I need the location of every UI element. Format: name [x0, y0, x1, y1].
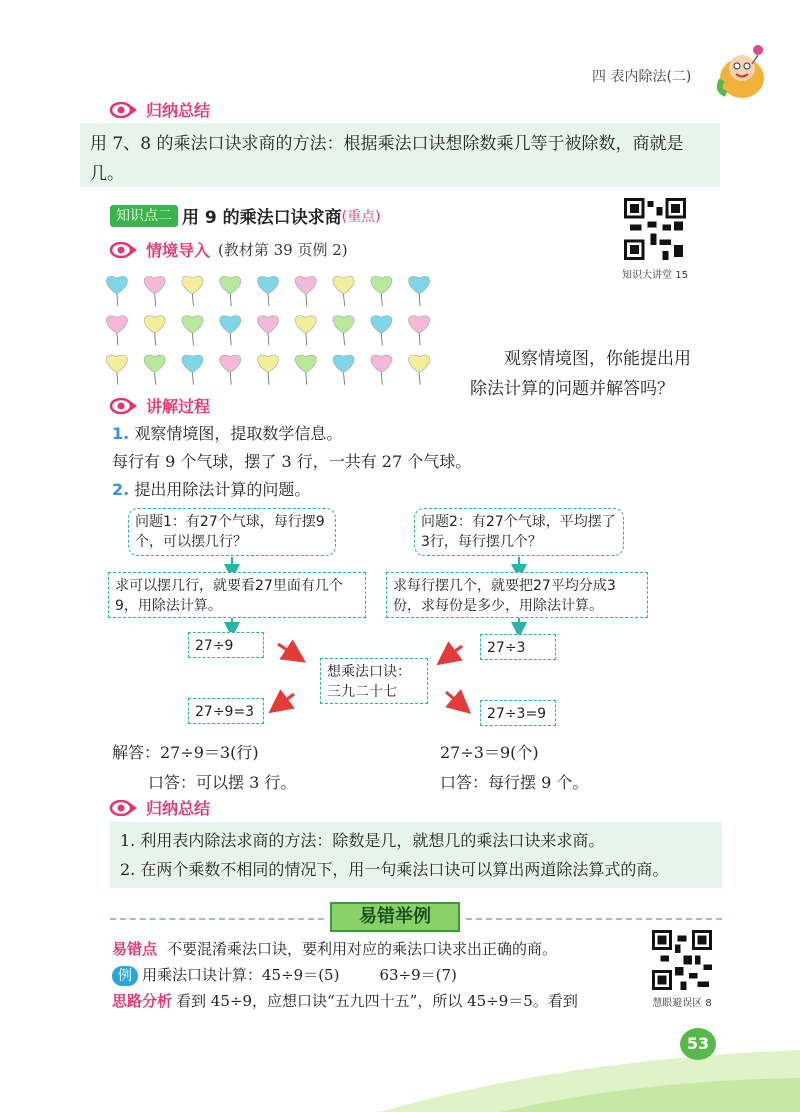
chapter-title: 四 表内除法(二): [592, 69, 692, 85]
qr-code-icon: [652, 930, 712, 990]
answer-right: [440, 738, 588, 798]
summary2-line2: 2. 在两个乘数不相同的情况下，用一句乘法口诀可以算出两道除法算式的商。: [120, 860, 669, 879]
formula1-box: 27÷9: [188, 632, 264, 658]
knowledge-key-tag: (重点): [341, 208, 381, 225]
qr-code-icon: [624, 198, 686, 260]
balloon: [257, 355, 278, 385]
answer-right-line2: 口答：每行摆 9 个。: [440, 773, 589, 792]
balloon: [182, 276, 203, 306]
balloon: [182, 316, 203, 346]
balloon: [220, 355, 241, 385]
eye-icon: [110, 102, 138, 118]
divider-left: [110, 918, 324, 920]
center-rule-box: 想乘法口诀：三九二十七: [320, 658, 428, 704]
balloon: [182, 355, 203, 385]
balloon: [257, 316, 278, 346]
balloon: [295, 316, 316, 346]
eye-icon: [110, 398, 138, 414]
balloon: [220, 276, 241, 306]
error-examples-banner: 易错举例: [330, 902, 460, 932]
step1-detail: 每行有 9 个气球，摆了 3 行，一共有 27 个气球。: [112, 452, 472, 471]
knowledge-title: 用 9 的乘法口诀求商: [182, 208, 342, 228]
answer-left: [112, 738, 296, 798]
summary1-title: 归纳总结: [146, 101, 211, 120]
intro-title: 情境导入: [146, 241, 211, 260]
summary2-header: [110, 796, 210, 819]
question2-box: 问题2：有27个气球，平均摆了3行，每行摆几个？: [414, 508, 624, 556]
question1-box: 问题1：有27个气球，每行摆9个，可以摆几行？: [128, 508, 336, 556]
qr1-label: 知识大讲堂 15: [622, 270, 688, 281]
balloon: [106, 316, 127, 346]
result1-box: 27÷9=3: [188, 698, 264, 724]
balloon: [409, 316, 430, 346]
eye-icon: [110, 242, 138, 258]
footer-wave-decoration: [380, 1030, 800, 1112]
balloon: [295, 276, 316, 306]
qr2-label: 慧眼避误区 8: [652, 998, 712, 1009]
summary2-line1: 1. 利用表内除法求商的方法：除数是几，就想几的乘法口诀来求商。: [120, 831, 605, 850]
formula2-box: 27÷3: [480, 634, 556, 660]
balloon: [106, 276, 127, 306]
situation-question: 观察情境图，你能提出用除法计算的问题并解答吗？: [470, 349, 691, 399]
summary1-box: 用 7、8 的乘法口诀求商的方法：根据乘法口诀想除数乘几等于被除数，商就是几。: [80, 123, 720, 187]
balloon: [257, 276, 278, 306]
example-text: 用乘法口诀计算：45÷9＝(5): [142, 966, 340, 984]
balloon: [106, 355, 127, 385]
balloon: [333, 276, 354, 306]
balloon: [333, 355, 354, 385]
summary2-title: 归纳总结: [146, 799, 211, 818]
knowledge-point-header: [110, 203, 381, 228]
analysis-text: 看到 45÷9，应想口诀“五九四十五”，所以 45÷9＝5。看到: [176, 992, 578, 1010]
process-title: 讲解过程: [146, 397, 211, 416]
knowledge-badge: 知识点二: [110, 205, 178, 227]
balloon: [144, 316, 165, 346]
balloon: [371, 276, 392, 306]
answer-left-line2: 口答：可以摆 3 行。: [148, 773, 297, 792]
step2-text: 提出用除法计算的问题。: [134, 480, 311, 499]
balloon-illustration: [98, 268, 438, 386]
page-number: 53: [680, 1028, 716, 1060]
example-text-2: 63÷9＝(7): [379, 966, 457, 984]
balloon: [371, 316, 392, 346]
balloon: [371, 355, 392, 385]
summary2-box: [110, 822, 722, 888]
intro-header: [110, 238, 348, 261]
explain2-box: 求每行摆几个，就要把27平均分成3份，求每份是多少，用除法计算。: [386, 572, 648, 618]
step1-text: 观察情境图，提取数学信息。: [134, 424, 343, 443]
process-header: [110, 394, 210, 417]
error-block: [112, 936, 578, 1014]
step1-number: 1.: [112, 424, 130, 443]
step2-number: 2.: [112, 480, 130, 499]
example-badge: 例: [112, 966, 138, 986]
answer-left-line1: 解答：27÷9＝3(行): [112, 743, 259, 762]
balloon: [144, 355, 165, 385]
intro-ref: (教材第 39 页例 2): [218, 241, 348, 259]
error-point-text: 不要混淆乘法口诀，要利用对应的乘法口诀求出正确的商。: [167, 940, 558, 958]
balloon: [333, 316, 354, 346]
balloon: [409, 276, 430, 306]
mascot-icon: [712, 40, 772, 100]
analysis-label: 思路分析: [112, 992, 173, 1010]
balloon: [295, 355, 316, 385]
explain1-box: 求可以摆几行，就要看27里面有几个9，用除法计算。: [108, 572, 366, 618]
result2-box: 27÷3=9: [480, 700, 556, 726]
divider-right: [466, 918, 722, 920]
process-steps: [112, 420, 471, 504]
answer-right-line1: 27÷3＝9(个): [440, 743, 539, 762]
balloon: [409, 355, 430, 385]
balloon: [220, 316, 241, 346]
error-point-label: 易错点: [112, 940, 158, 958]
eye-icon: [110, 800, 138, 816]
summary1-header: [110, 98, 210, 121]
balloon: [144, 276, 165, 306]
